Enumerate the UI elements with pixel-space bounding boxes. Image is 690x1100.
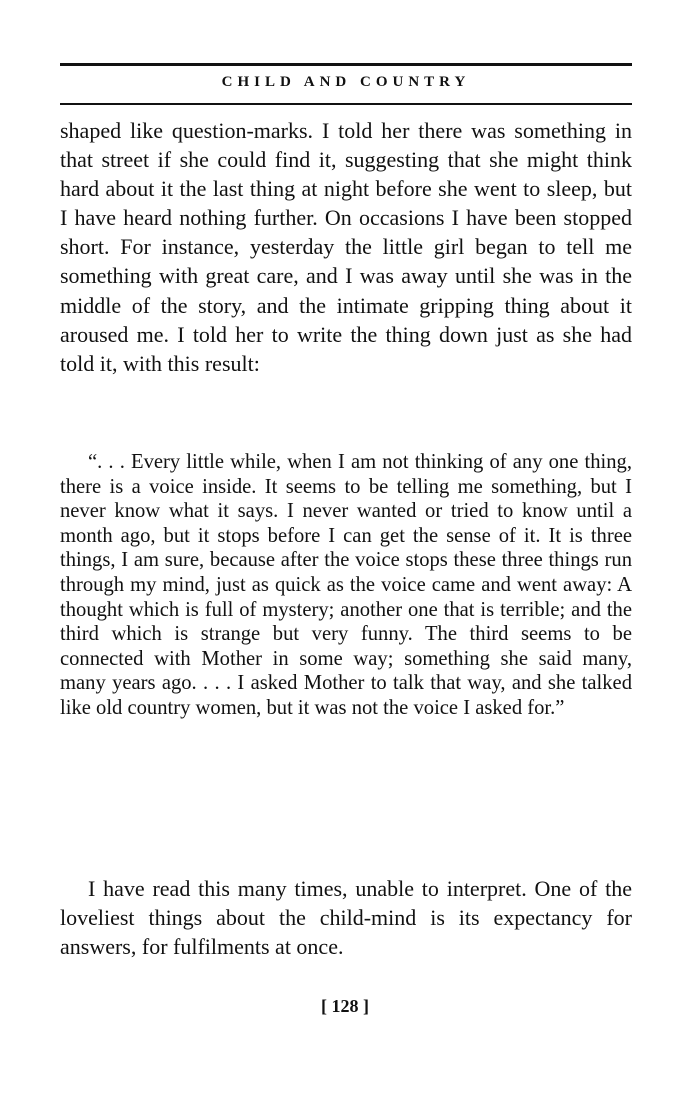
body-paragraph-closing: I have read this many times, unable to interpret. One of the loveliest things about the child-mind is its expectancy for answers, for fulfilments at once. [60, 876, 632, 960]
page-number: [ 128 ] [321, 996, 369, 1016]
header-rule-bottom [60, 103, 632, 105]
running-head: CHILD AND COUNTRY [221, 74, 471, 90]
header-rule-top [60, 63, 632, 66]
block-quotation: “. . . Every little while, when I am not thinking of any one thing, there is a voice inside. It seems to be telling me something, but I never know what it says. I never wanted or tried to know until a month ago, but it stops before I can get the sense of it. It is three things, I am sure, because after the voice stops these three things run through my mind, just as quick as the voice came and went away: A thought which is full of mystery; another one that is terrible; and the third which is strange but very funny. The third seems to be connected with Mother in some way; something she said many, many years ago. . . . I asked Mother to talk that way, and she talked like old country women, but it was not the voice I asked for.” [60, 451, 632, 719]
body-paragraph: shaped like question-marks. I told her there was something in that street if she could find it, suggesting that she might think hard about it the last thing at night before she went to sleep, but I have heard nothing further. On occasions I have been stopped short. For instance, yesterday the little girl began to tell me something with great care, and I was away until she was in the middle of the story, and the intimate gripping thing about it aroused me. I told her to write the thing down just as she had told it, with this result: [60, 118, 632, 376]
